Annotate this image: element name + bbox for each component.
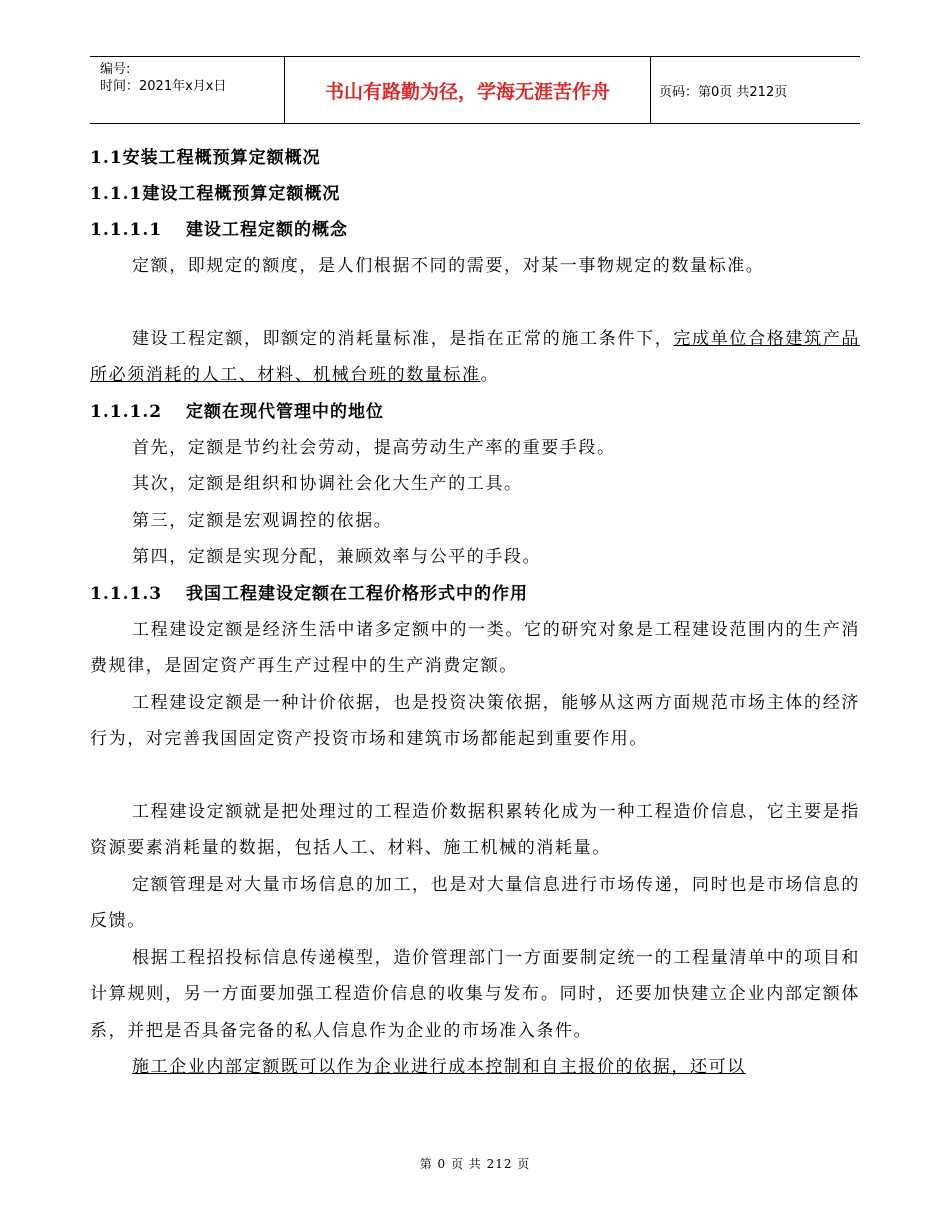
paragraph: 根据工程招投标信息传递模型，造价管理部门一方面要制定统一的工程量清单中的项目和计算规则，另一方面要加强工程造价信息的收集与发布。同时，还要加快建立企业内部定额体系，并把是否具备完备的私人信息作为企业的市场准入条件。 [90, 947, 860, 1041]
header-meta [90, 57, 285, 123]
page-footer: 第 0 页 共 212 页 [419, 1157, 531, 1171]
paragraph-text: 。 [480, 365, 500, 385]
number-label: 编号: [100, 62, 131, 77]
heading-text: 定额在现代管理中的地位 [186, 401, 384, 422]
heading-3-concept [90, 212, 860, 248]
document-header [90, 56, 860, 124]
heading-number: 1.1.1.1 [90, 220, 163, 240]
paragraph-text: 建设工程定额，即额定的消耗量标准，是指在正常的施工条件下， [132, 328, 674, 349]
paragraph: 定额，即规定的额度，是人们根据不同的需要，对某一事物规定的数量标准。 [132, 256, 765, 276]
paragraph: 工程建设定额就是把处理过的工程造价数据积累转化成为一种工程造价信息，它主要是指资源要素消耗量的数据，包括人工、材料、施工机械的消耗量。 [90, 801, 860, 858]
paragraph: 工程建设定额是一种计价依据，也是投资决策依据，能够从这两方面规范市场主体的经济行为，对完善我国固定资产投资市场和建筑市场都能起到重要作用。 [90, 692, 860, 749]
paragraph-underlined: 施工企业内部定额既可以作为企业进行成本控制和自主报价的依据，还可以 [132, 1057, 746, 1077]
header-page-label: 页码：第0页 共212页 [659, 84, 788, 100]
heading-text: 建设工程定额的概念 [186, 220, 348, 240]
header-motto: 书山有路勤为径，学海无涯苦作舟 [285, 57, 651, 123]
time-label: 时间：2021年x月x日 [100, 79, 227, 94]
paragraph: 其次，定额是组织和协调社会化大生产的工具。 [132, 474, 523, 494]
heading-text: 我国工程建设定额在工程价格形式中的作用 [186, 583, 528, 604]
document-body [90, 140, 860, 1086]
paragraph: 首先，定额是节约社会劳动，提高劳动生产率的重要手段。 [132, 437, 616, 458]
heading-3-status [90, 394, 860, 430]
heading-2: 1.1.1建设工程概预算定额概况 [90, 184, 341, 204]
paragraph: 第三，定额是宏观调控的依据。 [132, 510, 393, 531]
underlined-text: 完成单位合格建筑产品所必须消耗的人工、材料、机械台班的数量标准 [90, 328, 861, 385]
paragraph: 工程建设定额是经济生活中诸多定额中的一类。它的研究对象是工程建设范围内的生产消费规律，是固定资产再生产过程中的生产消费定额。 [90, 619, 860, 676]
paragraph: 定额管理是对大量市场信息的加工，也是对大量信息进行市场传递，同时也是市场信息的反馈。 [90, 874, 860, 931]
heading-3-role [90, 576, 860, 612]
heading-number: 1.1.1.2 [90, 401, 163, 422]
paragraph [90, 321, 860, 394]
heading-1: 1.1安装工程概预算定额概况 [90, 148, 321, 168]
heading-number: 1.1.1.3 [90, 583, 163, 604]
paragraph: 第四，定额是实现分配，兼顾效率与公平的手段。 [132, 547, 542, 567]
